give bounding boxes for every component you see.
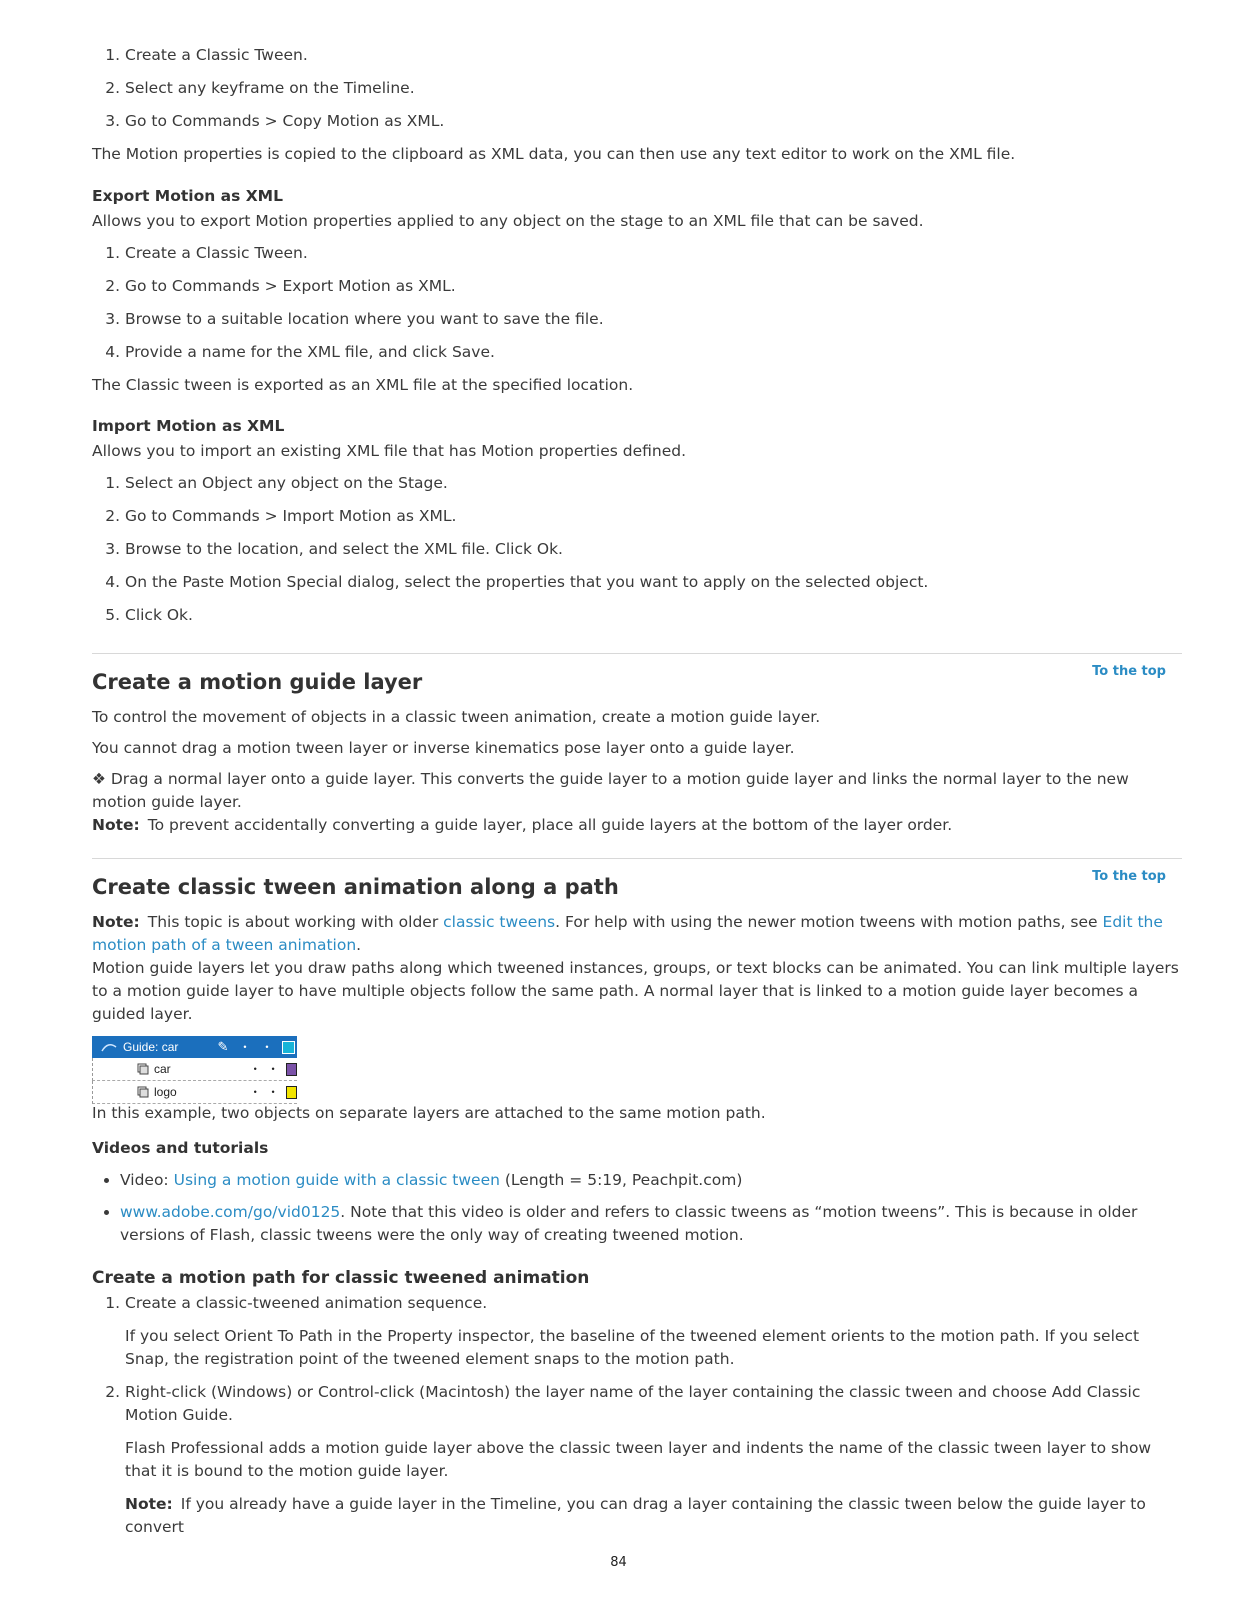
section-title: Create classic tween animation along a path (92, 875, 619, 899)
step-detail: Flash Professional adds a motion guide layer above the classic tween layer and indents the name of the classic tween layer to show that it is bound to the motion guide layer. (125, 1439, 1152, 1480)
create-path-steps (92, 1292, 1182, 1539)
list-item: 2. Select any keyframe on the Timeline. (125, 77, 1182, 100)
note-text: . For help with using the newer motion tweens with motion paths, see (555, 913, 1098, 931)
timeline-row-logo (92, 1081, 297, 1104)
edit-motion-path-link[interactable]: Edit the motion path of a tween animation (92, 913, 1163, 954)
list-item: 1. Create a classic-tweened animation sequence. If you select Orient To Path in the Property inspector, the baseline of the tweened element orients to the motion path. If you select Snap, the registration point of the tweened element snaps to the motion path. (125, 1292, 1182, 1371)
lock-dot-icon[interactable]: • (265, 1042, 269, 1052)
export-heading: Export Motion as XML (92, 187, 283, 205)
layer-name: car (154, 1062, 171, 1076)
note-label: Note: (92, 816, 140, 834)
create-path-heading: Create a motion path for classic tweened animation (92, 1268, 590, 1288)
classic-tweens-link[interactable]: classic tweens (443, 913, 556, 931)
list-item: 1. Create a Classic Tween. (125, 44, 1182, 67)
section-title: Create a motion guide layer (92, 670, 423, 694)
copy-result-text: The Motion properties is copied to the clipboard as XML data, you can then use any text editor to work on the XML file. (92, 145, 1016, 163)
layer-color-swatch[interactable] (286, 1086, 297, 1099)
guided-layer-icon (137, 1086, 149, 1098)
layer-color-swatch[interactable] (286, 1063, 297, 1076)
motion-guide-section (92, 653, 1182, 837)
note-text: . (356, 936, 362, 954)
note-label: Note: (92, 913, 140, 931)
paragraph: Motion guide layers let you draw paths along which tweened instances, groups, or text blocks can be animated. You can link multiple layers to a motion guide layer to have multiple objects follow the same path. A normal layer that is linked to a motion guide layer becomes a guided layer. (92, 959, 1179, 1023)
classic-tween-path-section (92, 858, 1182, 1539)
list-item: 1. Create a Classic Tween. (125, 242, 1182, 265)
note-text: To prevent accidentally converting a guide layer, place all guide layers at the bottom of the layer order. (147, 816, 953, 834)
motion-guide-video-link[interactable]: Using a motion guide with a classic tween (173, 1171, 500, 1189)
visibility-dot-icon[interactable]: • (243, 1042, 247, 1052)
export-result: The Classic tween is exported as an XML file at the specified location. (92, 376, 634, 394)
list-item: 3. Browse to the location, and select the XML file. Click Ok. (125, 538, 1182, 561)
import-steps (92, 472, 1182, 627)
motion-guide-layer-icon (100, 1041, 118, 1053)
import-intro: Allows you to import an existing XML file that has Motion properties defined. (92, 442, 686, 460)
to-the-top-link[interactable]: To the top (1092, 664, 1166, 679)
list-item: 3. Browse to a suitable location where you want to save the file. (125, 308, 1182, 331)
paragraph: To control the movement of objects in a classic tween animation, create a motion guide layer. (92, 708, 821, 726)
paragraph: You cannot drag a motion tween layer or inverse kinematics pose layer onto a guide layer. (92, 739, 795, 757)
layer-name: logo (154, 1085, 177, 1099)
image-caption: In this example, two objects on separate layers are attached to the same motion path. (92, 1104, 766, 1122)
diamond-bullet-icon: ❖ (92, 770, 106, 788)
bullet-paragraph (92, 768, 1182, 814)
list-item: • www.adobe.com/go/vid0125. Note that this video is older and refers to classic tweens as “motion tweens”. This is because in older versions of Flash, classic tweens were the only way of creating tweened motion. (120, 1201, 1182, 1247)
list-item: 2. Right-click (Windows) or Control-click (Macintosh) the layer name of the layer containing the classic tween and choose Add Classic Motion Guide. Flash Professional adds a motion guide layer above the classic tween layer and indents the name of the classic tween layer to show that it is bound to the motion guide layer. Note: If you already have a guide layer in the Timeline, you can drag a layer containing the classic tween below the guide layer to convert (125, 1381, 1182, 1539)
videos-list (92, 1169, 1182, 1247)
lock-dot-icon[interactable]: • (271, 1064, 275, 1074)
note-label: Note: (125, 1495, 173, 1513)
note (92, 911, 1182, 957)
guided-layer-icon (137, 1063, 149, 1075)
timeline-row-guide (92, 1036, 297, 1058)
lock-dot-icon[interactable]: • (271, 1087, 275, 1097)
copy-motion-steps (92, 44, 1182, 133)
list-item: 2. Go to Commands > Import Motion as XML. (125, 505, 1182, 528)
timeline-layers-image (92, 1036, 297, 1102)
layer-name: Guide: car (123, 1040, 179, 1054)
visibility-dot-icon[interactable]: • (253, 1064, 257, 1074)
pencil-icon: ✎ (217, 1039, 229, 1054)
list-item: 4. Provide a name for the XML file, and click Save. (125, 341, 1182, 364)
document-page (92, 44, 1182, 1539)
layer-color-swatch[interactable] (282, 1041, 295, 1054)
list-item: 2. Go to Commands > Export Motion as XML. (125, 275, 1182, 298)
export-steps (92, 242, 1182, 364)
step-detail: If you select Orient To Path in the Property inspector, the baseline of the tweened element orients to the motion path. If you select Snap, the registration point of the tweened element snaps to the motion path. (125, 1327, 1140, 1368)
note (92, 814, 1182, 837)
page-number: 84 (610, 1555, 627, 1570)
to-the-top-link[interactable]: To the top (1092, 869, 1166, 884)
list-item: 5. Click Ok. (125, 604, 1182, 627)
timeline-row-car (92, 1058, 297, 1081)
videos-heading: Videos and tutorials (92, 1139, 269, 1157)
list-item: • Video: Using a motion guide with a classic tween (Length = 5:19, Peachpit.com) (120, 1169, 1182, 1192)
paragraph-text: Drag a normal layer onto a guide layer. This converts the guide layer to a motion guide layer and links the normal layer to the new motion guide layer. (92, 770, 1129, 811)
list-item: 3. Go to Commands > Copy Motion as XML. (125, 110, 1182, 133)
note-text: This topic is about working with older (147, 913, 439, 931)
adobe-video-link[interactable]: www.adobe.com/go/vid0125 (120, 1203, 341, 1221)
step-note: Note: If you already have a guide layer in the Timeline, you can drag a layer containing the classic tween below the guide layer to convert (125, 1495, 1146, 1536)
import-heading: Import Motion as XML (92, 417, 285, 435)
visibility-dot-icon[interactable]: • (253, 1087, 257, 1097)
list-item: 4. On the Paste Motion Special dialog, select the properties that you want to apply on the selected object. (125, 571, 1182, 594)
list-item: 1. Select an Object any object on the Stage. (125, 472, 1182, 495)
export-intro: Allows you to export Motion properties applied to any object on the stage to an XML file that can be saved. (92, 212, 924, 230)
